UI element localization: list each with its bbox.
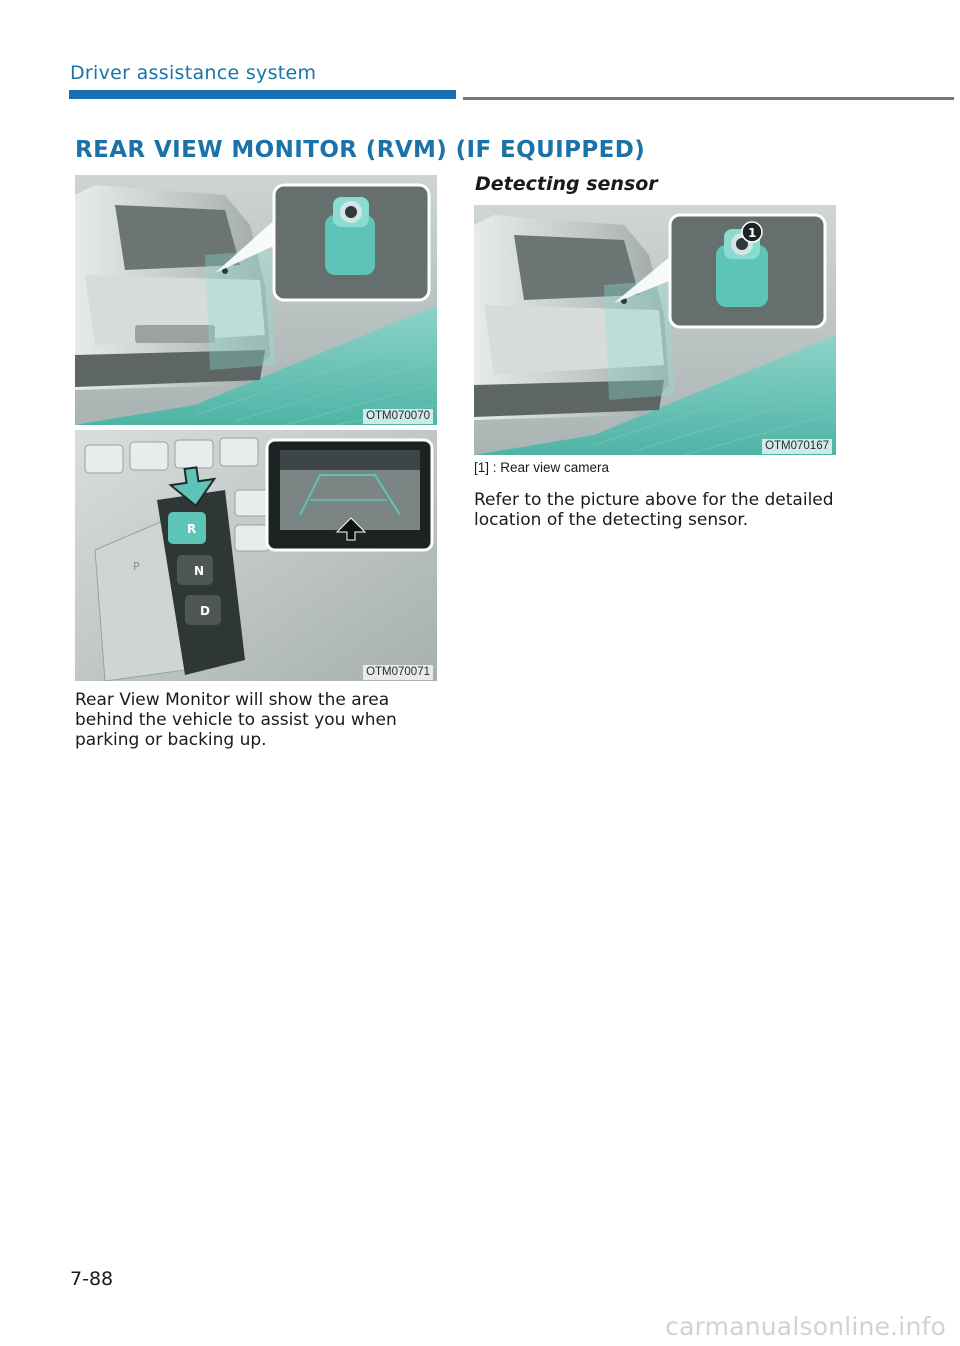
gear-d-label: D <box>200 604 210 618</box>
header-rule-gray <box>463 97 954 100</box>
header-rule-blue <box>69 90 456 99</box>
gear-display-illustration <box>75 430 437 681</box>
gear-n-label: N <box>194 564 205 578</box>
detecting-sensor-paragraph: Refer to the picture above for the detailed location of the detecting sensor. <box>474 490 834 530</box>
gear-r-label: R <box>187 522 197 536</box>
rear-camera-figure <box>75 175 437 425</box>
watermark-text: carmanualsonline.info <box>665 1312 946 1341</box>
figure-caption: [1] : Rear view camera <box>474 460 610 475</box>
detecting-sensor-figure <box>474 205 836 455</box>
gear-display-figure <box>75 430 437 681</box>
detecting-sensor-heading: Detecting sensor <box>475 173 658 195</box>
figure-code: OTM070070 <box>363 409 433 424</box>
detecting-sensor-illustration <box>474 205 836 455</box>
page-number: 7-88 <box>70 1268 114 1290</box>
rear-camera-illustration <box>75 175 437 425</box>
intro-paragraph: Rear View Monitor will show the area behind the vehicle to assist you when parking or backing up. <box>75 690 397 750</box>
section-header: Driver assistance system <box>70 62 317 84</box>
callout-number: 1 <box>748 226 757 240</box>
figure-code: OTM070167 <box>762 439 832 454</box>
gear-p-label: P <box>133 560 140 573</box>
figure-code: OTM070071 <box>363 665 433 680</box>
page-title: REAR VIEW MONITOR (RVM) (IF EQUIPPED) <box>75 137 646 163</box>
